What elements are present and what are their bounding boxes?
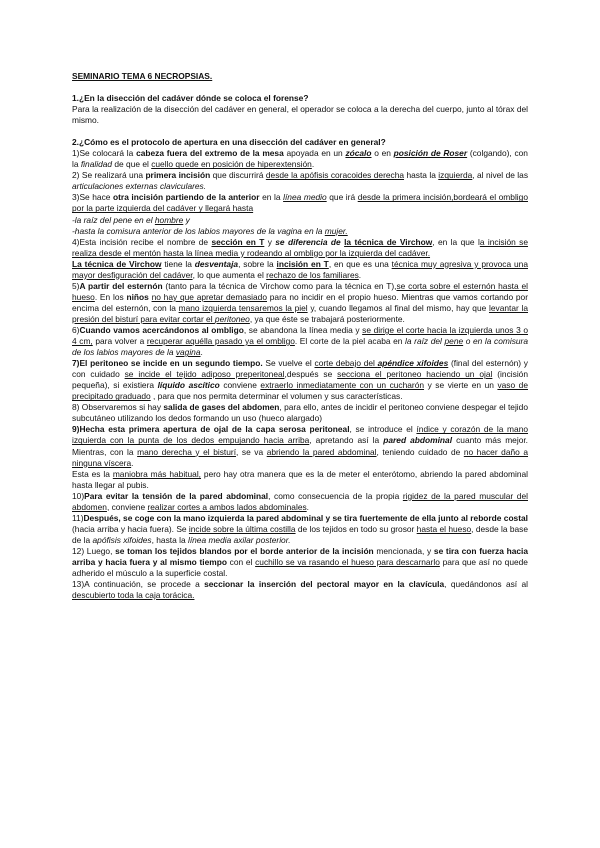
- text-run: 12) Luego,: [72, 545, 116, 556]
- text-run: (tanto para la técnica de Virchow como para la técnica en T),: [162, 280, 397, 291]
- text-run: articulaciones externas claviculares.: [72, 181, 207, 192]
- text-run: apéndice xifoides: [377, 358, 449, 369]
- text-run: . El corte de la piel acaba en: [294, 336, 406, 347]
- text-run: Cuando vamos acercándonos al ombligo: [79, 324, 244, 335]
- text-run: .: [131, 457, 134, 468]
- text-run: 1)Se colocará la: [72, 148, 137, 159]
- step-13-paragraph: [72, 579, 528, 601]
- text-run: y, cuando llegamos al final del mismo, hay que: [307, 302, 489, 313]
- text-run: zócalo: [345, 148, 372, 159]
- text-run: hasta la: [404, 170, 439, 181]
- text-run: , apretando así la: [309, 435, 384, 446]
- text-run: y se vierte en un: [424, 380, 498, 391]
- text-run: seccionar la inserción del pectoral mayor en la clavícula: [204, 579, 445, 590]
- question-1: [72, 93, 528, 104]
- text-run: Para evitar la tensión de la pared abdominal: [84, 490, 269, 501]
- step-5-paragraph: [72, 281, 528, 325]
- text-run: en la: [259, 192, 284, 203]
- text-run: primera incisión: [145, 170, 211, 181]
- text-run: se corta sobre el esternón hasta el hueso: [72, 280, 528, 302]
- text-run: 10): [72, 490, 85, 501]
- text-run: .: [358, 269, 362, 280]
- text-run: se diferencia de: [275, 236, 341, 247]
- text-run: para volver a: [92, 336, 147, 347]
- text-run: se tira con fuerza hacia arriba y hacia fuera y al mismo tiempo: [72, 545, 528, 567]
- text-run: .: [306, 501, 309, 512]
- text-run: rigidez de la pared muscular del abdomen: [72, 490, 528, 512]
- text-run: corte debajo del: [314, 358, 378, 369]
- text-run: hombre: [154, 214, 184, 225]
- text-run: .: [200, 347, 203, 358]
- text-run: , hasta la: [151, 534, 188, 545]
- text-run: finalidad: [80, 159, 113, 170]
- step-12-paragraph: [72, 546, 528, 579]
- text-run: secciona el peritoneo haciendo un ojal: [337, 369, 493, 380]
- text-run: A partir del esternón: [79, 280, 163, 291]
- text-run: , en que es una: [328, 258, 392, 269]
- step-11-paragraph: [72, 513, 528, 546]
- text-run: otra incisión partiendo de la anterior: [113, 192, 260, 203]
- text-run: rechazo de los familiares: [266, 269, 359, 280]
- text-run: La técnica de Virchow: [72, 258, 162, 269]
- text-run: , se va: [236, 446, 267, 457]
- text-run: .: [311, 159, 315, 170]
- document-body: [72, 71, 528, 601]
- text-run: Esta es la: [72, 468, 113, 479]
- step-9-paragraph: [72, 424, 528, 468]
- text-run: desventaja: [194, 258, 239, 269]
- text-run: para que así no quede adherido el músculo a la superficie costal.: [72, 556, 528, 579]
- text-run: cuanto más mejor. Mientras, con la: [72, 435, 528, 457]
- text-run: conviene: [219, 380, 261, 391]
- text-run: incisión en T: [276, 258, 329, 269]
- text-run: 5): [72, 280, 80, 291]
- text-run: vagina: [175, 347, 201, 358]
- text-run: que discurrirá: [210, 170, 266, 181]
- text-run: , para ello, antes de incidir el peritoneo conviene despegar el tejido subcutáneo utilizando los dedos formando un uso (hueco alargado): [72, 402, 528, 424]
- text-run: (colgando), con la: [72, 148, 528, 170]
- text-run: 13)A continuación, se procede a: [72, 579, 205, 590]
- text-run: pero hay otra manera que es la de meter el enterótomo, abriendo la pared abdominal hasta llegar al pubis.: [72, 468, 528, 490]
- text-run: pene: [444, 336, 464, 347]
- text-run: maniobra más habitual,: [112, 468, 202, 479]
- step-6-paragraph: [72, 325, 528, 358]
- text-run: que irá: [326, 192, 358, 203]
- text-run: recuperar aquélla pasado ya el ombligo: [146, 336, 295, 347]
- text-run: , lo que aumenta el: [192, 269, 267, 280]
- text-run: apoyada en un: [283, 148, 346, 159]
- text-run: cabeza fuera del extremo de la mesa: [136, 148, 284, 159]
- text-run: , conviene: [106, 501, 148, 512]
- text-run: peritoneo: [214, 313, 250, 324]
- text-run: niños: [126, 291, 149, 302]
- text-run: la técnica de Virchow: [344, 236, 433, 247]
- text-run: , como consecuencia de la propia: [268, 490, 403, 501]
- step-3-paragraph: [72, 192, 528, 214]
- text-run: se dirige el corte hacia la izquierda unos 3 o 4 cm,: [72, 324, 528, 347]
- text-run: 2.¿Cómo es el protocolo de apertura en una disección del cadáver en general?: [72, 137, 386, 148]
- text-run: se incide el tejido adiposo preperitoneal: [124, 369, 285, 380]
- text-run: (hacia arriba y hacia fuera). Se: [72, 523, 189, 534]
- text-run: con el: [226, 556, 256, 567]
- text-run: se toman los tejidos blandos por el borde anterior de la incisión: [115, 545, 374, 556]
- text-run: técnica muy agresiva y provoca una mayor desfiguración del cadáver: [72, 258, 528, 280]
- text-run: la raíz del pene en el: [74, 214, 155, 225]
- text-run: (final del esternón) y con cuidado: [72, 358, 528, 380]
- step-3-female-line: [72, 226, 528, 237]
- step-3-male-line: [72, 215, 528, 226]
- text-run: vaso de precipitado graduado: [72, 380, 528, 402]
- text-run: abriendo la pared abdominal: [266, 446, 377, 457]
- text-run: a incisión se realiza desde el mentón hasta la línea media y rodeando al ombligo por la izquierda del cadáver.: [72, 236, 529, 258]
- text-run: 4)Esta incisión recibe el nombre de: [72, 236, 212, 247]
- text-run: 8) Observaremos si hay: [72, 402, 164, 413]
- text-run: . En los: [94, 291, 127, 302]
- text-run: 3)Se hace: [72, 192, 114, 203]
- text-run: , en la que l: [432, 236, 480, 247]
- document-title: SEMINARIO TEMA 6 NECROPSIAS.: [72, 71, 213, 81]
- text-run: mano derecha y el bisturí: [137, 446, 237, 457]
- text-run: mujer.: [324, 225, 348, 236]
- text-run: índice y corazón de la mano izquierda con la punta de los dedos empujando hacia arriba: [72, 424, 529, 446]
- text-run: , se abandona la línea media y: [243, 324, 363, 335]
- text-run: línea media axilar posterior.: [187, 534, 291, 545]
- text-run: izquierda: [438, 170, 473, 181]
- virchow-paragraph: [72, 259, 528, 281]
- text-run: realizar cortes a ambos lados abdominales: [147, 501, 307, 512]
- text-run: , teniendo cuidado de: [376, 446, 464, 457]
- text-run: mencionada, y: [373, 545, 434, 556]
- text-run: 2) Se realizará una: [72, 170, 146, 181]
- text-run: Se vuelve el: [262, 358, 315, 369]
- step-1-paragraph: [72, 148, 528, 170]
- alternative-maneuver-paragraph: [72, 469, 528, 491]
- text-run: , sobre la: [238, 258, 277, 269]
- text-run: descubierto toda la caja torácica.: [72, 590, 195, 601]
- text-run: , para que nos permita determinar el volumen y sus características.: [150, 391, 403, 402]
- text-run: no hacer daño a ninguna víscera: [72, 446, 529, 468]
- text-run: salida de gases del abdomen: [163, 402, 280, 413]
- text-run: , desde la base de la: [72, 523, 529, 545]
- text-run: Después, se coge con la mano izquierda la pared abdominal y se tira fuertemente de ella junto al reborde costal: [83, 512, 528, 523]
- text-run: , quedándonos así al: [444, 579, 528, 590]
- text-run: incide sobre la última costilla: [188, 523, 296, 534]
- text-run: 1.¿En la disección del cadáver dónde se coloca el forense?: [72, 93, 309, 104]
- text-run: 11): [72, 512, 84, 523]
- text-run: tiene la: [161, 258, 195, 269]
- text-run: no hay que apretar demasiado: [151, 291, 267, 302]
- text-run: de los tejidos en todo su grosor: [295, 523, 417, 534]
- text-run: la raíz del: [405, 336, 445, 347]
- text-run: ,después se: [284, 369, 338, 380]
- text-run: líquido ascítico: [157, 380, 220, 391]
- text-run: posición de Roser: [393, 148, 468, 159]
- text-run: -: [72, 214, 75, 225]
- question-2: [72, 137, 528, 148]
- text-run: , al nivel de las: [472, 170, 529, 181]
- step-2-paragraph: [72, 170, 528, 192]
- text-run: de que el: [112, 159, 152, 170]
- text-run: extraerlo inmediatamente con un cucharón: [260, 380, 425, 391]
- step-8-paragraph: [72, 402, 528, 424]
- text-run: Para la realización de la disección del cadáver en general, el operador se coloca a la derecha del cuerpo, junto al tórax del mismo.: [72, 104, 528, 126]
- text-run: mano izquierda tensaremos la piel: [178, 302, 308, 313]
- text-run: cuello quede en posición de hiperextensión: [151, 159, 312, 170]
- step-7-paragraph: [72, 358, 528, 402]
- text-run: sección en T: [211, 236, 265, 247]
- text-run: cuchillo se va rasando el hueso para descarnarlo: [255, 556, 440, 567]
- text-run: , se introduce el: [349, 424, 417, 435]
- text-run: , ya que éste se trabajará posteriormente.: [249, 313, 405, 324]
- text-run: y: [264, 236, 276, 247]
- text-run: 7)El peritoneo se incide en un segundo tiempo.: [72, 358, 263, 369]
- text-run: 6): [72, 324, 80, 335]
- text-run: desde la primera incisión,bordeará el ombligo por la parte izquierda del cadáver y llegará hasta: [72, 192, 528, 214]
- step-10-paragraph: [72, 491, 528, 513]
- text-run: apófisis xifoides: [92, 534, 152, 545]
- text-run: y: [183, 214, 190, 225]
- text-run: (incisión pequeña), si existiera: [72, 369, 528, 391]
- answer-1-paragraph: [72, 104, 528, 126]
- text-run: desde la apófisis coracoides derecha: [265, 170, 405, 181]
- text-run: línea medio: [283, 192, 327, 203]
- text-run: pared abdominal: [383, 435, 453, 446]
- text-run: -hasta la comisura anterior de los labios mayores de la vagina en la: [72, 225, 325, 236]
- text-run: levantar la presión del bisturí para evitar cortar el: [72, 302, 528, 324]
- text-run: o en: [371, 148, 394, 159]
- text-run: para no incidir en el propio hueso. Mientras que vamos cortando por encima del esternón, con la: [72, 291, 529, 313]
- text-run: 9)Hecha esta primera apertura de ojal de la capa serosa peritoneal: [72, 424, 350, 435]
- text-run: hasta el hueso: [416, 523, 472, 534]
- text-run: o en la comisura de los labios mayores de la: [72, 336, 528, 358]
- step-4-paragraph: [72, 237, 528, 259]
